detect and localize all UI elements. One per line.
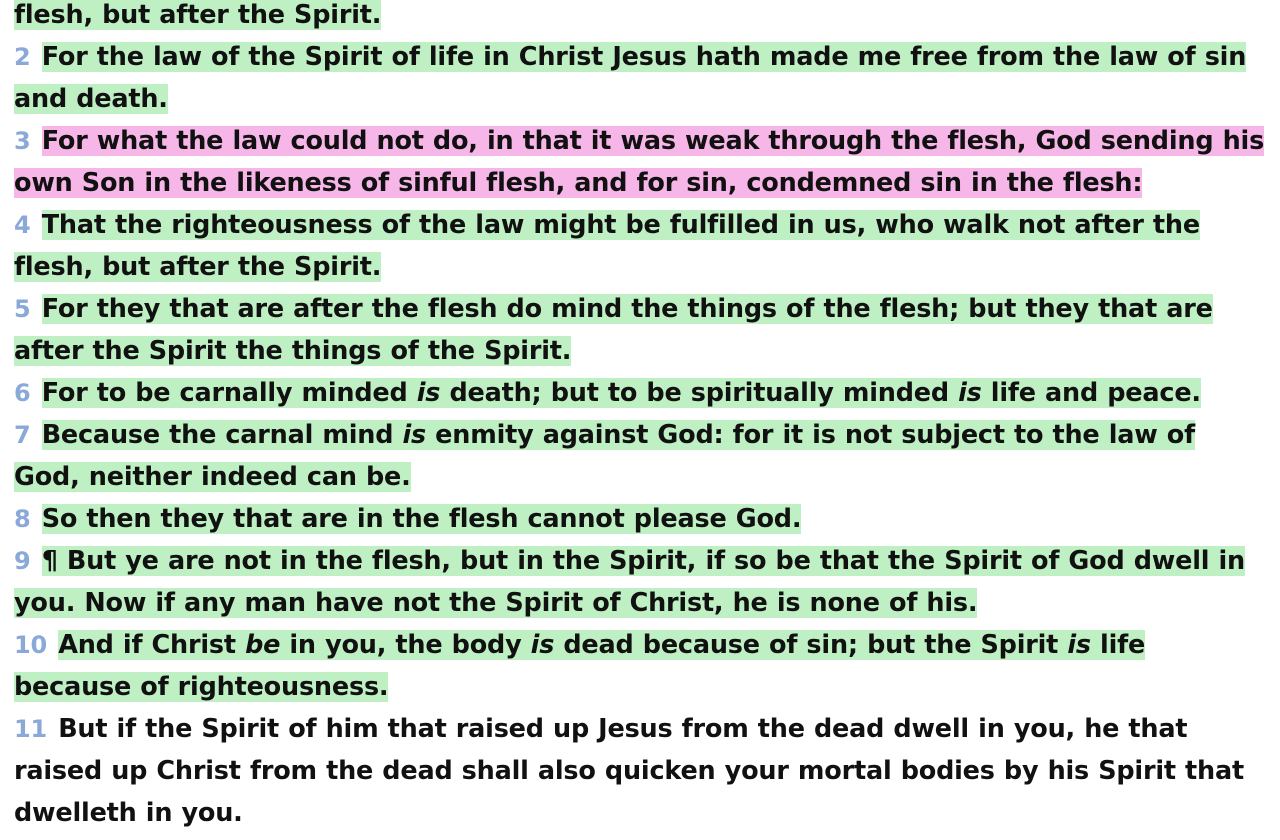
verse-text: For the law of the Spirit of life in Christ Jesus hath made me free from the law of sin and death. — [14, 42, 1247, 114]
verse-2[interactable] — [14, 36, 1266, 120]
italic-word: is — [958, 378, 982, 408]
verse-number: 6 — [14, 379, 31, 407]
verse-number: 2 — [14, 43, 31, 71]
verse-text — [42, 378, 1201, 408]
text-run: in you, the body — [280, 630, 531, 660]
verse-7[interactable] — [14, 414, 1266, 498]
verse-4[interactable] — [14, 204, 1266, 288]
verse-text: For what the law could not do, in that it was weak through the flesh, God sending his own Son in the likeness of sinful flesh, and for sin, condemned sin in the flesh: — [14, 126, 1265, 198]
text-run: enmity against God: for it is not subject to the law of God, neither indeed can be. — [14, 420, 1195, 492]
verse-text — [14, 420, 1195, 492]
italic-word: is — [402, 420, 426, 450]
text-run: death; but to be spiritually minded — [440, 378, 959, 408]
verse-text: But if the Spirit of him that raised up Jesus from the dead dwell in you, he that raised up Christ from the dead shall also quicken your mortal bodies by his Spirit that dwelleth in you. — [14, 714, 1245, 828]
verse-number: 5 — [14, 295, 31, 323]
italic-word: is — [530, 630, 555, 660]
verse-10[interactable] — [14, 624, 1266, 708]
verse-number: 3 — [14, 127, 31, 155]
text-run: life and peace. — [981, 378, 1201, 408]
verse-text: That the righteousness of the law might be fulfilled in us, who walk not after the flesh, but after the Spirit. — [14, 210, 1200, 282]
verse-number: 8 — [14, 505, 31, 533]
italic-word: is — [1067, 630, 1091, 660]
verse-text: For they that are after the flesh do mind the things of the flesh; but they that are after the Spirit the things of the Spirit. — [14, 294, 1213, 366]
italic-word: be — [245, 630, 281, 660]
verse-text: flesh, but after the Spirit. — [14, 0, 382, 30]
verse-number: 4 — [14, 211, 31, 239]
text-run: For to be carnally minded — [41, 378, 417, 408]
text-run: Because the carnal mind — [41, 420, 403, 450]
verse-number: 7 — [14, 421, 31, 449]
verse-11[interactable] — [14, 708, 1266, 834]
verse-5[interactable] — [14, 288, 1266, 372]
text-run: life because of righteousness. — [14, 630, 1146, 702]
text-run: dead because of sin; but the Spirit — [554, 630, 1068, 660]
verse-6[interactable] — [14, 372, 1266, 414]
verse-text: So then they that are in the flesh cannot please God. — [41, 504, 802, 534]
verse-text — [14, 630, 1145, 702]
verse-3[interactable] — [14, 120, 1266, 204]
verse-partial[interactable] — [14, 0, 1266, 36]
verse-9[interactable] — [14, 540, 1266, 624]
verse-number: 10 — [14, 631, 47, 659]
verse-8[interactable] — [14, 498, 1266, 540]
verse-number: 11 — [14, 715, 47, 743]
text-run: And if Christ — [58, 630, 246, 660]
verse-number: 9 — [14, 547, 31, 575]
verse-text: ¶ But ye are not in the flesh, but in the Spirit, if so be that the Spirit of God dwell in you. Now if any man have not the Spirit of Christ, he is none of his. — [14, 546, 1245, 618]
italic-word: is — [416, 378, 441, 408]
